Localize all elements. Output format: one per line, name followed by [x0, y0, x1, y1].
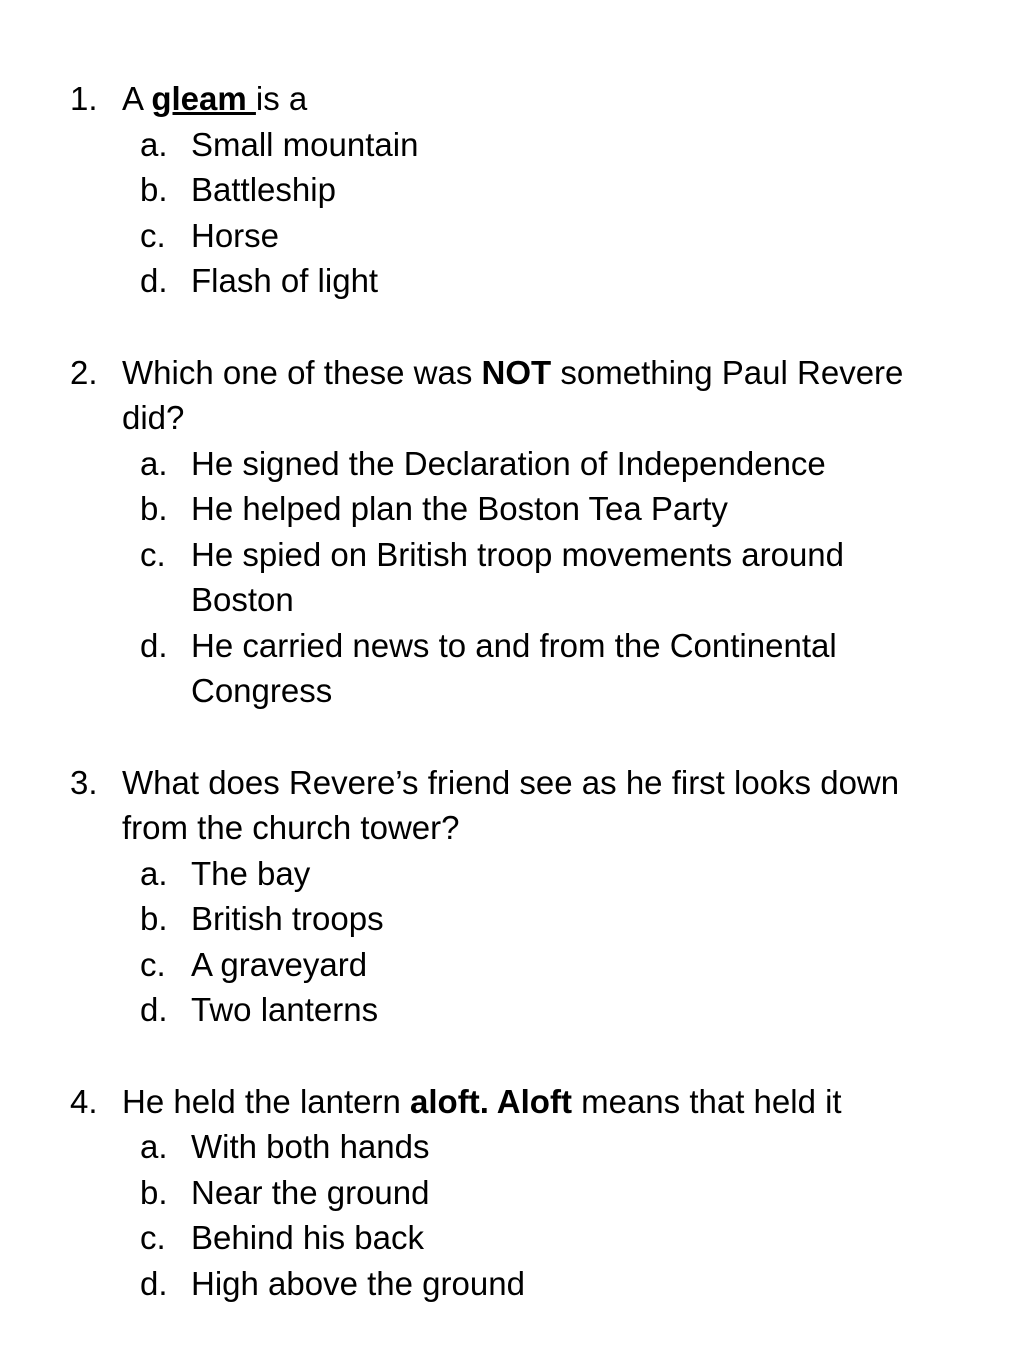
answer-option: [0, 1261, 911, 1307]
vocab-word: gleam: [151, 80, 256, 117]
option-letter: d.: [140, 626, 168, 664]
option-text: Horse: [191, 216, 280, 254]
option-text: Flash of light: [191, 262, 379, 299]
answer-option: [0, 441, 911, 487]
prompt-text: A: [122, 80, 152, 117]
option-text: Two lanterns: [191, 991, 379, 1028]
option-letter: c.: [140, 535, 166, 573]
question-prompt: [0, 1079, 942, 1125]
prompt-text: something Paul Revere did?: [122, 353, 904, 436]
option-text: British troops: [191, 900, 384, 937]
option-letter: c.: [140, 216, 166, 254]
question-number: 3.: [70, 763, 98, 801]
option-letter: a.: [140, 125, 168, 163]
question-prompt: [0, 760, 942, 851]
option-text: Behind his back: [191, 1219, 424, 1256]
answer-option: [0, 987, 911, 1033]
option-text: He signed the Declaration of Independence: [191, 444, 826, 482]
option-letter: d.: [140, 991, 168, 1028]
prompt-text: Which one of these was: [122, 353, 482, 391]
prompt-text: is a: [255, 80, 308, 117]
option-text: Battleship: [191, 171, 336, 208]
option-text: He helped plan the Boston Tea Party: [191, 490, 728, 527]
answer-option: [0, 1170, 911, 1216]
option-text: With both hands: [191, 1128, 430, 1165]
question-number: 2.: [70, 353, 98, 391]
option-letter: d.: [140, 1264, 168, 1302]
option-letter: b.: [140, 171, 168, 208]
answer-option: [0, 623, 911, 714]
question-4: [0, 1079, 1024, 1307]
question-3: [0, 760, 1024, 1033]
option-letter: d.: [140, 262, 168, 299]
answer-option: [0, 213, 911, 259]
answer-option: [0, 532, 911, 623]
question-prompt: [0, 350, 942, 441]
option-letter: a.: [140, 1128, 168, 1165]
option-text: High above the ground: [191, 1264, 525, 1302]
option-letter: b.: [140, 490, 168, 527]
option-text: He carried news to and from the Continental Congress: [191, 626, 837, 709]
option-text: The bay: [191, 854, 311, 892]
question-number: 1.: [70, 80, 98, 117]
answer-option: [0, 1124, 911, 1170]
answer-option: [0, 1215, 911, 1261]
prompt-text: means that held it: [571, 1082, 842, 1120]
question-number: 4.: [70, 1082, 98, 1120]
answer-option: [0, 122, 911, 168]
option-letter: c.: [140, 1219, 166, 1256]
option-letter: b.: [140, 1173, 168, 1211]
option-text: A graveyard: [191, 945, 368, 983]
option-letter: a.: [140, 854, 168, 892]
question-prompt: [0, 76, 942, 122]
answer-option: [0, 896, 911, 942]
answer-option: [0, 167, 911, 213]
answer-option: [0, 851, 911, 897]
answer-option: [0, 486, 911, 532]
prompt-text: What does Revere’s friend see as he first looks down from the church tower?: [122, 763, 900, 846]
answer-option: [0, 942, 911, 988]
option-text: Near the ground: [191, 1173, 430, 1211]
vocab-word: aloft. Aloft: [410, 1082, 572, 1120]
option-letter: b.: [140, 900, 168, 937]
option-letter: a.: [140, 444, 168, 482]
prompt-text: He held the lantern: [122, 1082, 411, 1120]
answer-option: [0, 258, 911, 304]
question-2: [0, 350, 1024, 714]
option-text: He spied on British troop movements around Boston: [191, 535, 845, 618]
option-text: Small mountain: [191, 125, 419, 163]
quiz-list: [0, 76, 1024, 1352]
option-letter: c.: [140, 945, 166, 983]
question-1: [0, 76, 1024, 304]
emphasis-word: NOT: [481, 353, 552, 391]
